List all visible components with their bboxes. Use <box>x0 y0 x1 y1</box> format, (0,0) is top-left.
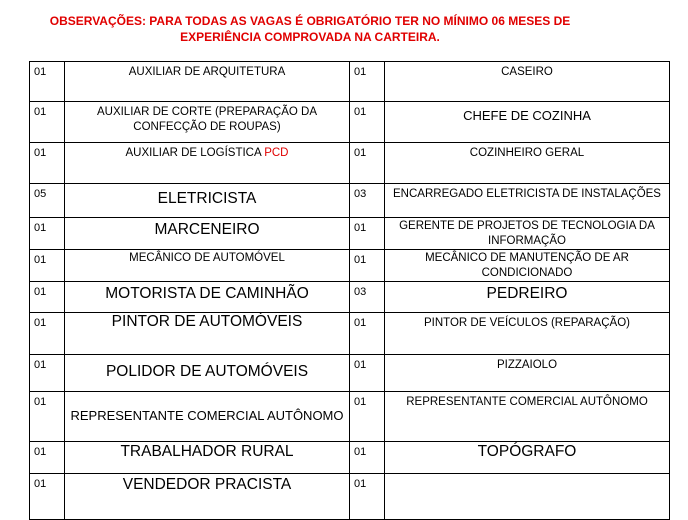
quantity-cell: 01 <box>30 143 65 184</box>
job-title-text: CHEFE DE COZINHA <box>463 108 591 123</box>
quantity-cell: 01 <box>30 250 65 282</box>
job-title-cell <box>385 474 670 520</box>
quantity-cell: 01 <box>30 282 65 313</box>
job-title-cell: TOPÓGRAFO <box>385 442 670 474</box>
job-title-cell: ENCARREGADO ELETRICISTA DE INSTALAÇÕES <box>385 184 670 218</box>
quantity-cell: 01 <box>350 392 385 442</box>
job-title-cell: GERENTE DE PROJETOS DE TECNOLOGIA DA INFORMAÇÃO <box>385 218 670 250</box>
table-row <box>30 62 670 102</box>
quantity-cell: 01 <box>350 218 385 250</box>
pcd-tag: PCD <box>264 147 289 159</box>
quantity-cell: 01 <box>350 442 385 474</box>
notice <box>30 13 590 45</box>
quantity-cell: 01 <box>30 392 65 442</box>
job-title-cell: MECÂNICO DE AUTOMÓVEL <box>65 250 350 282</box>
table-row <box>30 392 670 442</box>
table-row <box>30 282 670 313</box>
job-title-cell: ELETRICISTA <box>65 184 350 218</box>
job-title-text: REPRESENTANTE COMERCIAL AUTÔNOMO <box>70 408 344 423</box>
table-row <box>30 355 670 392</box>
quantity-cell: 03 <box>350 184 385 218</box>
quantity-cell: 01 <box>350 102 385 143</box>
quantity-cell: 01 <box>350 355 385 392</box>
table-row <box>30 474 670 520</box>
quantity-cell: 01 <box>350 62 385 102</box>
job-title-cell: PEDREIRO <box>385 282 670 313</box>
job-title-cell: POLIDOR DE AUTOMÓVEIS <box>65 355 350 392</box>
table-row <box>30 184 670 218</box>
quantity-cell: 05 <box>30 184 65 218</box>
quantity-cell: 01 <box>30 218 65 250</box>
vacancies-table <box>29 61 670 520</box>
job-title-cell: REPRESENTANTE COMERCIAL AUTÔNOMO <box>385 392 670 442</box>
job-title-cell: PINTOR DE VEÍCULOS (REPARAÇÃO) <box>385 313 670 355</box>
job-title-cell: CASEIRO <box>385 62 670 102</box>
job-title-cell <box>385 102 670 143</box>
job-title-cell: MARCENEIRO <box>65 218 350 250</box>
job-title-cell <box>65 143 350 184</box>
notice-line-1: OBSERVAÇÕES: PARA TODAS AS VAGAS É OBRIGATÓRIO TER NO MÍNIMO 06 MESES DE <box>49 14 571 28</box>
table-row <box>30 102 670 143</box>
table-row <box>30 313 670 355</box>
quantity-cell: 01 <box>30 62 65 102</box>
quantity-cell: 01 <box>30 442 65 474</box>
job-title-cell: MOTORISTA DE CAMINHÃO <box>65 282 350 313</box>
notice-line-2: EXPERIÊNCIA COMPROVADA NA CARTEIRA. <box>180 30 440 44</box>
job-title-text: PINTOR DE AUTOMÓVEIS <box>111 313 303 330</box>
job-title-cell: MECÂNICO DE MANUTENÇÃO DE AR CONDICIONADO <box>385 250 670 282</box>
quantity-cell: 01 <box>350 143 385 184</box>
job-title-cell: TRABALHADOR RURAL <box>65 442 350 474</box>
job-title-cell: PIZZAIOLO <box>385 355 670 392</box>
job-title-cell <box>65 313 350 355</box>
job-title-text: AUXILIAR DE LOGÍSTICA <box>125 147 265 159</box>
job-title-cell: VENDEDOR PRACISTA <box>65 474 350 520</box>
table-row <box>30 250 670 282</box>
quantity-cell: 01 <box>30 313 65 355</box>
quantity-cell: 01 <box>30 102 65 143</box>
quantity-cell: 03 <box>350 282 385 313</box>
job-title-cell: AUXILIAR DE ARQUITETURA <box>65 62 350 102</box>
job-title-cell: COZINHEIRO GERAL <box>385 143 670 184</box>
job-title-cell: AUXILIAR DE CORTE (PREPARAÇÃO DA CONFECÇÃO DE ROUPAS) <box>65 102 350 143</box>
table-row <box>30 143 670 184</box>
quantity-cell: 01 <box>350 313 385 355</box>
table-row <box>30 442 670 474</box>
quantity-cell: 01 <box>350 250 385 282</box>
table-row <box>30 218 670 250</box>
quantity-cell: 01 <box>350 474 385 520</box>
quantity-cell: 01 <box>30 474 65 520</box>
job-title-cell <box>65 392 350 442</box>
quantity-cell: 01 <box>30 355 65 392</box>
